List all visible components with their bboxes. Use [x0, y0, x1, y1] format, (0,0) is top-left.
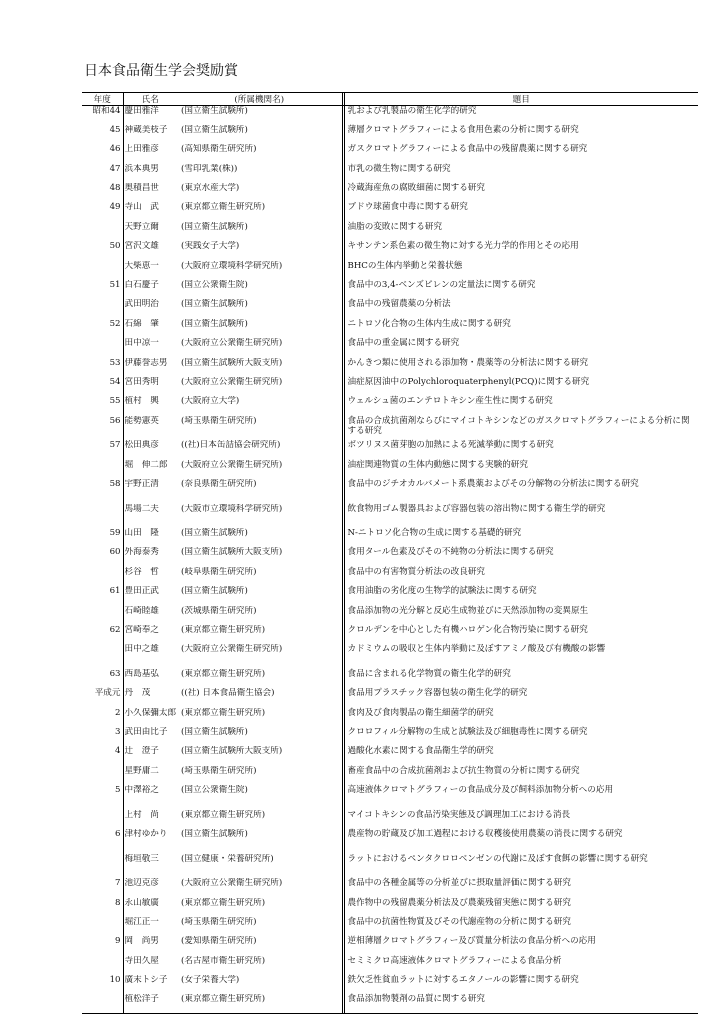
name-cell: 田中之雄 — [124, 644, 159, 655]
name-cell: 豊田正武 — [124, 586, 159, 597]
year-cell: 6 — [82, 829, 123, 854]
affiliation-cell: (国立衛生試験所) — [181, 727, 248, 738]
affiliation-cell: (女子栄養大学) — [181, 975, 240, 986]
year-cell: 62 — [82, 625, 123, 644]
name-cell: 山田 隆 — [124, 528, 159, 539]
topic-cell: 食品中の有害物質分析法の改良研究 — [347, 566, 486, 577]
topic-cell: 農産物の貯蔵及び加工過程における収穫後使用農薬の消長に関する研究 — [347, 829, 623, 840]
year-cell: 53 — [82, 358, 123, 377]
year-cell — [82, 460, 123, 479]
year-cell: 46 — [82, 144, 123, 163]
name-cell: 廣末トシ子 — [124, 975, 168, 986]
affiliation-cell: (大阪府立公衆衛生研究所) — [181, 878, 283, 889]
affiliation-cell: (国立公衆衛生院) — [181, 280, 248, 291]
year-cell: 5 — [82, 785, 123, 810]
affiliation-cell: (国立衛生試験所) — [181, 318, 248, 329]
name-cell: 石崎睦雄 — [124, 605, 159, 616]
table-row — [82, 528, 698, 547]
header-name: 氏名 — [123, 93, 177, 106]
table-row — [82, 222, 698, 241]
table-row — [82, 261, 698, 280]
name-cell: 植村 興 — [124, 396, 159, 407]
year-cell: 50 — [82, 241, 123, 260]
table-row — [82, 106, 698, 125]
year-cell — [82, 810, 123, 829]
table-row — [82, 202, 698, 221]
year-cell: 8 — [82, 898, 123, 917]
table-header-row — [82, 93, 698, 106]
table-row — [82, 440, 698, 459]
name-cell: 丹 茂 — [124, 688, 151, 699]
year-cell — [82, 994, 123, 1013]
name-cell: 武田由比子 — [124, 727, 168, 738]
topic-cell: 乳および乳製品の衛生化学的研究 — [347, 106, 477, 116]
table-row — [82, 144, 698, 163]
topic-cell: ウェルシュ菌のエンテロトキシン産生性に関する研究 — [347, 396, 553, 407]
name-cell: 梅垣敬三 — [124, 853, 159, 864]
table-row — [82, 377, 698, 396]
topic-cell: 油症関連物質の生体内動態に関する実験的研究 — [347, 459, 528, 470]
name-cell: 奥積昌世 — [124, 183, 159, 194]
table-row — [82, 479, 698, 504]
affiliation-cell: (埼玉県衛生研究所) — [181, 765, 257, 776]
table-row — [82, 358, 698, 377]
affiliation-cell: (大阪府立公衆衛生研究所) — [181, 459, 283, 470]
topic-cell: ブドウ球菌食中毒に関する研究 — [347, 202, 468, 213]
topic-cell: ガスクロマトグラフィーによる食品中の残留農薬に関する研究 — [347, 144, 588, 155]
name-cell: 杉谷 哲 — [124, 566, 159, 577]
table-row — [82, 338, 698, 357]
topic-cell: 油症原因油中のPolychloroquaterphenyl(PCQ)に関する研究 — [347, 376, 590, 387]
year-cell — [82, 606, 123, 625]
year-cell: 60 — [82, 547, 123, 566]
year-cell: 51 — [82, 280, 123, 299]
topic-cell: 食品用プラスチック容器包装の衛生化学的研究 — [347, 688, 528, 699]
table-row — [82, 416, 698, 441]
affiliation-cell: ((社) 日本食品衛生協会) — [181, 688, 275, 699]
affiliation-cell: (東京都立衛生研究所) — [181, 668, 266, 679]
name-cell: 堀江正一 — [124, 916, 159, 927]
affiliation-cell: (名古屋市衛生研究所) — [181, 955, 266, 966]
name-cell: 白石慶子 — [124, 280, 159, 291]
table-row — [82, 898, 698, 917]
year-cell: 10 — [82, 975, 123, 994]
table-row — [82, 785, 698, 810]
table-row — [82, 504, 698, 529]
year-cell: 63 — [82, 669, 123, 688]
topic-cell: クロルデンを中心とした有機ハロゲン化合物汚染に関する研究 — [347, 624, 588, 635]
topic-cell: 農作物中の残留農薬分析法及び農薬残留実態に関する研究 — [347, 897, 571, 908]
table-body — [82, 106, 698, 1014]
name-cell: 田中凉一 — [124, 338, 159, 349]
affiliation-cell: (国立衛生試験所) — [181, 586, 248, 597]
affiliation-cell: (愛知県衛生研究所) — [181, 936, 257, 947]
name-cell: 外海泰秀 — [124, 547, 159, 558]
name-cell: 武田明治 — [124, 299, 159, 310]
name-cell: 大柴恵一 — [124, 260, 159, 271]
name-cell: 植松洋子 — [123, 994, 177, 1013]
topic-cell: BHCの生体内挙動と栄養状態 — [347, 260, 463, 271]
affiliation-cell: (大阪府立大学) — [181, 396, 240, 407]
name-cell: 能勢憲英 — [124, 415, 159, 426]
topic-cell: セミミクロ高速液体クロマトグラフィーによる食品分析 — [347, 955, 562, 966]
topic-cell: 食品添加物の光分解と反応生成物並びに天然添加物の変異原生 — [347, 605, 589, 616]
topic-cell: 油脂の変敗に関する研究 — [347, 221, 443, 232]
affiliation-cell: (国立衛生試験所) — [181, 528, 248, 539]
table-row — [82, 854, 698, 879]
table-row — [82, 586, 698, 605]
name-cell: 伊藤誉志男 — [124, 357, 168, 368]
year-cell: 45 — [82, 125, 123, 144]
name-cell: 宮田秀明 — [124, 376, 159, 387]
topic-cell: クロロフィル分解物の生成と試験法及び細胞毒性に関する研究 — [347, 727, 588, 738]
name-cell: 宮崎奉之 — [124, 624, 159, 635]
affiliation-cell: (大阪府立公衆衛生研究所) — [181, 644, 283, 655]
topic-cell: 食品中の残留農薬の分析法 — [347, 299, 451, 310]
document-title: 日本食品衛生学会奨励賞 — [84, 63, 238, 79]
header-year: 年度 — [82, 93, 123, 106]
table-row — [82, 917, 698, 936]
topic-cell: 食用タール色素及びその不純物の分析法に関する研究 — [347, 547, 554, 558]
table-row — [82, 319, 698, 338]
affiliation-cell: (国立衛生試験所大阪支所) — [181, 357, 283, 368]
year-cell: 61 — [82, 586, 123, 605]
year-cell — [82, 299, 123, 318]
affiliation-cell: (国立衛生試験所) — [181, 106, 248, 116]
name-cell: 上村 尚 — [124, 809, 159, 820]
table-row — [82, 878, 698, 897]
topic-cell: 冷蔵海産魚の腐敗細菌に関する研究 — [347, 183, 486, 194]
topic-cell: 鉄欠乏性貧血ラットに対するエタノールの影響に関する研究 — [347, 975, 579, 986]
year-cell: 4 — [82, 746, 123, 765]
name-cell: 星野庸二 — [124, 765, 159, 776]
table-row — [82, 669, 698, 688]
year-cell: 59 — [82, 528, 123, 547]
year-cell — [82, 222, 123, 241]
table-row — [82, 625, 698, 644]
year-cell: 48 — [82, 183, 123, 202]
affiliation-cell: (東京都立衛生研究所) — [181, 624, 266, 635]
year-cell: 58 — [82, 479, 123, 504]
name-cell: 中澤裕之 — [124, 785, 159, 796]
year-cell: 52 — [82, 319, 123, 338]
affiliation-cell: (国立衛生試験所) — [181, 829, 248, 840]
topic-cell: 食品中のジチオカルバメート系農薬およびその分解物の分析法に関する研究 — [347, 479, 639, 490]
year-cell: 54 — [82, 377, 123, 396]
year-cell — [82, 917, 123, 936]
topic-cell: 食用油脂の劣化度の生物学的試験法に関する研究 — [347, 586, 537, 597]
topic-cell: 食品中の3,4-ベンズピレンの定量法に関する研究 — [347, 280, 536, 291]
year-cell: 平成元 — [82, 688, 123, 707]
table-row — [82, 567, 698, 586]
year-cell: 7 — [82, 878, 123, 897]
name-cell: 上田雅彦 — [124, 144, 159, 155]
table-row — [82, 183, 698, 202]
affiliation-cell: (国立衛生試験所) — [181, 299, 248, 310]
table-row — [82, 766, 698, 785]
table-row — [82, 810, 698, 829]
table-row — [82, 975, 698, 994]
topic-cell: 食肉及び食肉製品の衛生細菌学的研究 — [347, 707, 494, 718]
topic-cell: 食品添加物製剤の品質に関する研究 — [344, 994, 698, 1013]
table-row — [82, 299, 698, 318]
table-row — [82, 708, 698, 727]
topic-cell: ニトロソ化合物の生体内生成に関する研究 — [347, 318, 511, 329]
affiliation-cell: (国立健康・栄養研究所) — [181, 853, 274, 864]
topic-cell: マイコトキシンの食品汚染実態及び調理加工における消長 — [347, 809, 571, 820]
name-cell: 小久保彌太郎 — [124, 707, 177, 718]
table-row — [82, 936, 698, 955]
affiliation-cell: (国立衛生試験所) — [181, 221, 248, 232]
year-cell — [82, 504, 123, 529]
year-cell — [82, 567, 123, 586]
affiliation-cell: (国立衛生試験所大阪支所) — [181, 547, 283, 558]
table-row — [82, 746, 698, 765]
year-cell: 2 — [82, 708, 123, 727]
year-cell: 3 — [82, 727, 123, 746]
topic-cell: ボツリヌス菌芽胞の加熱による死滅挙動に関する研究 — [347, 440, 554, 451]
topic-cell: 薄層クロマトグラフィーによる食用色素の分析に関する研究 — [347, 124, 579, 135]
affiliation-cell: (東京都立衛生研究所) — [181, 897, 266, 908]
header-topic: 題目 — [344, 93, 698, 106]
name-cell: 堀 伸二郎 — [124, 459, 168, 470]
topic-cell: ラットにおけるペンタクロロベンゼンの代謝に及ぼす食餌の影響に関する研究 — [347, 853, 648, 864]
year-cell — [82, 644, 123, 669]
topic-cell: 食品中の抗菌性物質及びその代謝産物の分析に関する研究 — [347, 916, 571, 927]
name-cell: 寺山 武 — [124, 202, 159, 213]
table-row — [82, 727, 698, 746]
name-cell: 宇野正清 — [124, 479, 159, 490]
year-cell: 昭和44 — [82, 106, 123, 125]
topic-cell: 畜産食品中の合成抗菌剤および抗生物質の分析に関する研究 — [347, 765, 580, 776]
name-cell: 岡 尚男 — [124, 936, 159, 947]
topic-cell: 食品中の重金属に関する研究 — [347, 338, 460, 349]
name-cell: 浜本典男 — [124, 163, 159, 174]
year-cell: 49 — [82, 202, 123, 221]
table-row — [82, 396, 698, 415]
affiliation-cell: (埼玉県衛生研究所) — [181, 415, 257, 426]
affiliation-cell: (雪印乳業(株)) — [181, 163, 238, 174]
affiliation-cell: (大阪府立公衆衛生研究所) — [181, 376, 283, 387]
year-cell: 9 — [82, 936, 123, 955]
year-cell: 47 — [82, 164, 123, 183]
table-row — [82, 644, 698, 669]
year-cell: 56 — [82, 416, 123, 441]
topic-cell: キサンテン系色素の微生物に対する光力学的作用とその応用 — [347, 241, 579, 252]
table-row — [82, 688, 698, 707]
table-row — [82, 460, 698, 479]
year-cell: 57 — [82, 440, 123, 459]
affiliation-cell: (東京都立衛生研究所) — [181, 202, 266, 213]
year-cell — [82, 766, 123, 785]
affiliation-cell: (国立公衆衛生院) — [181, 785, 248, 796]
affiliation-cell: (大阪府立環境科学研究所) — [181, 260, 283, 271]
name-cell: 馬場二夫 — [124, 503, 159, 514]
year-cell — [82, 261, 123, 280]
table-row — [82, 280, 698, 299]
affiliation-cell: ((社)日本缶詰協会研究所) — [181, 440, 281, 451]
affiliation-cell: (東京都立衛生研究所) — [177, 994, 342, 1013]
topic-cell: 逆相薄層クロマトグラフィー及び質量分析法の食品分析への応用 — [347, 936, 596, 947]
topic-cell: カドミウムの吸収と生体内挙動に及ぼすアミノ酸及び有機酸の影響 — [347, 644, 606, 655]
name-cell: 宮沢文雄 — [124, 241, 159, 252]
table-row — [82, 829, 698, 854]
table-row — [82, 606, 698, 625]
affiliation-cell: (茨城県衛生研究所) — [181, 605, 257, 616]
affiliation-cell: (高知県衛生研究所) — [181, 144, 257, 155]
affiliation-cell: (国立衛生試験所) — [181, 124, 248, 135]
name-cell: 神蔵美枝子 — [124, 124, 168, 135]
year-cell: 55 — [82, 396, 123, 415]
table-row — [82, 547, 698, 566]
affiliation-cell: (奈良県衛生研究所) — [181, 479, 257, 490]
name-cell: 石綿 肇 — [124, 318, 159, 329]
award-table — [82, 92, 698, 1014]
table-row — [82, 125, 698, 144]
name-cell: 津村ゆかり — [124, 829, 168, 840]
year-cell — [82, 956, 123, 975]
affiliation-cell: (東京都立衛生研究所) — [181, 809, 266, 820]
table-row — [82, 241, 698, 260]
name-cell: 西島基弘 — [124, 668, 159, 679]
name-cell: 永山敏廣 — [124, 897, 159, 908]
topic-cell: かんきつ類に使用される添加物・農薬等の分析法に関する研究 — [347, 357, 589, 368]
affiliation-cell: (岐阜県衛生研究所) — [181, 566, 257, 577]
topic-cell: 高速液体クロマトグラフィーの食品成分及び飼料添加物分析への応用 — [347, 785, 614, 796]
name-cell: 慶田雅洋 — [124, 106, 159, 116]
affiliation-cell: (実践女子大学) — [181, 241, 240, 252]
affiliation-cell: (大阪府立公衆衛生研究所) — [181, 338, 283, 349]
topic-cell: 飲食物用ゴム製器具および容器包装の溶出物に関する衛生学的研究 — [347, 503, 606, 514]
year-cell — [82, 854, 123, 879]
affiliation-cell: (大阪市立環境科学研究所) — [181, 503, 283, 514]
name-cell: 辻 澄子 — [124, 746, 159, 757]
affiliation-cell: (国立衛生試験所大阪支所) — [181, 746, 283, 757]
year-cell — [82, 338, 123, 357]
name-cell: 寺田久屋 — [124, 955, 159, 966]
topic-cell: 食品に含まれる化学物質の衛生化学的研究 — [347, 668, 511, 679]
affiliation-cell: (埼玉県衛生研究所) — [181, 916, 257, 927]
name-cell: 天野立爾 — [124, 221, 159, 232]
topic-cell: 食品の合成抗菌剤ならびにマイコトキシンなどのガスクロマトグラフィーによる分析に関する研究 — [347, 415, 690, 436]
header-affiliation: (所属機関名) — [177, 93, 342, 106]
affiliation-cell: (東京水産大学) — [181, 183, 240, 194]
table-row — [82, 164, 698, 183]
name-cell: 池辺克彦 — [124, 878, 159, 889]
topic-cell: N-ニトロソ化合物の生成に関する基礎的研究 — [347, 528, 522, 539]
table-row — [82, 956, 698, 975]
table-row — [82, 994, 698, 1013]
name-cell: 松田典彦 — [124, 440, 159, 451]
topic-cell: 食品中の各種金属等の分析並びに摂取量評価に関する研究 — [347, 878, 571, 889]
topic-cell: 市乳の微生物に関する研究 — [347, 163, 451, 174]
affiliation-cell: (東京都立衛生研究所) — [181, 707, 266, 718]
topic-cell: 過酸化水素に関する食品衛生学的研究 — [347, 746, 494, 757]
